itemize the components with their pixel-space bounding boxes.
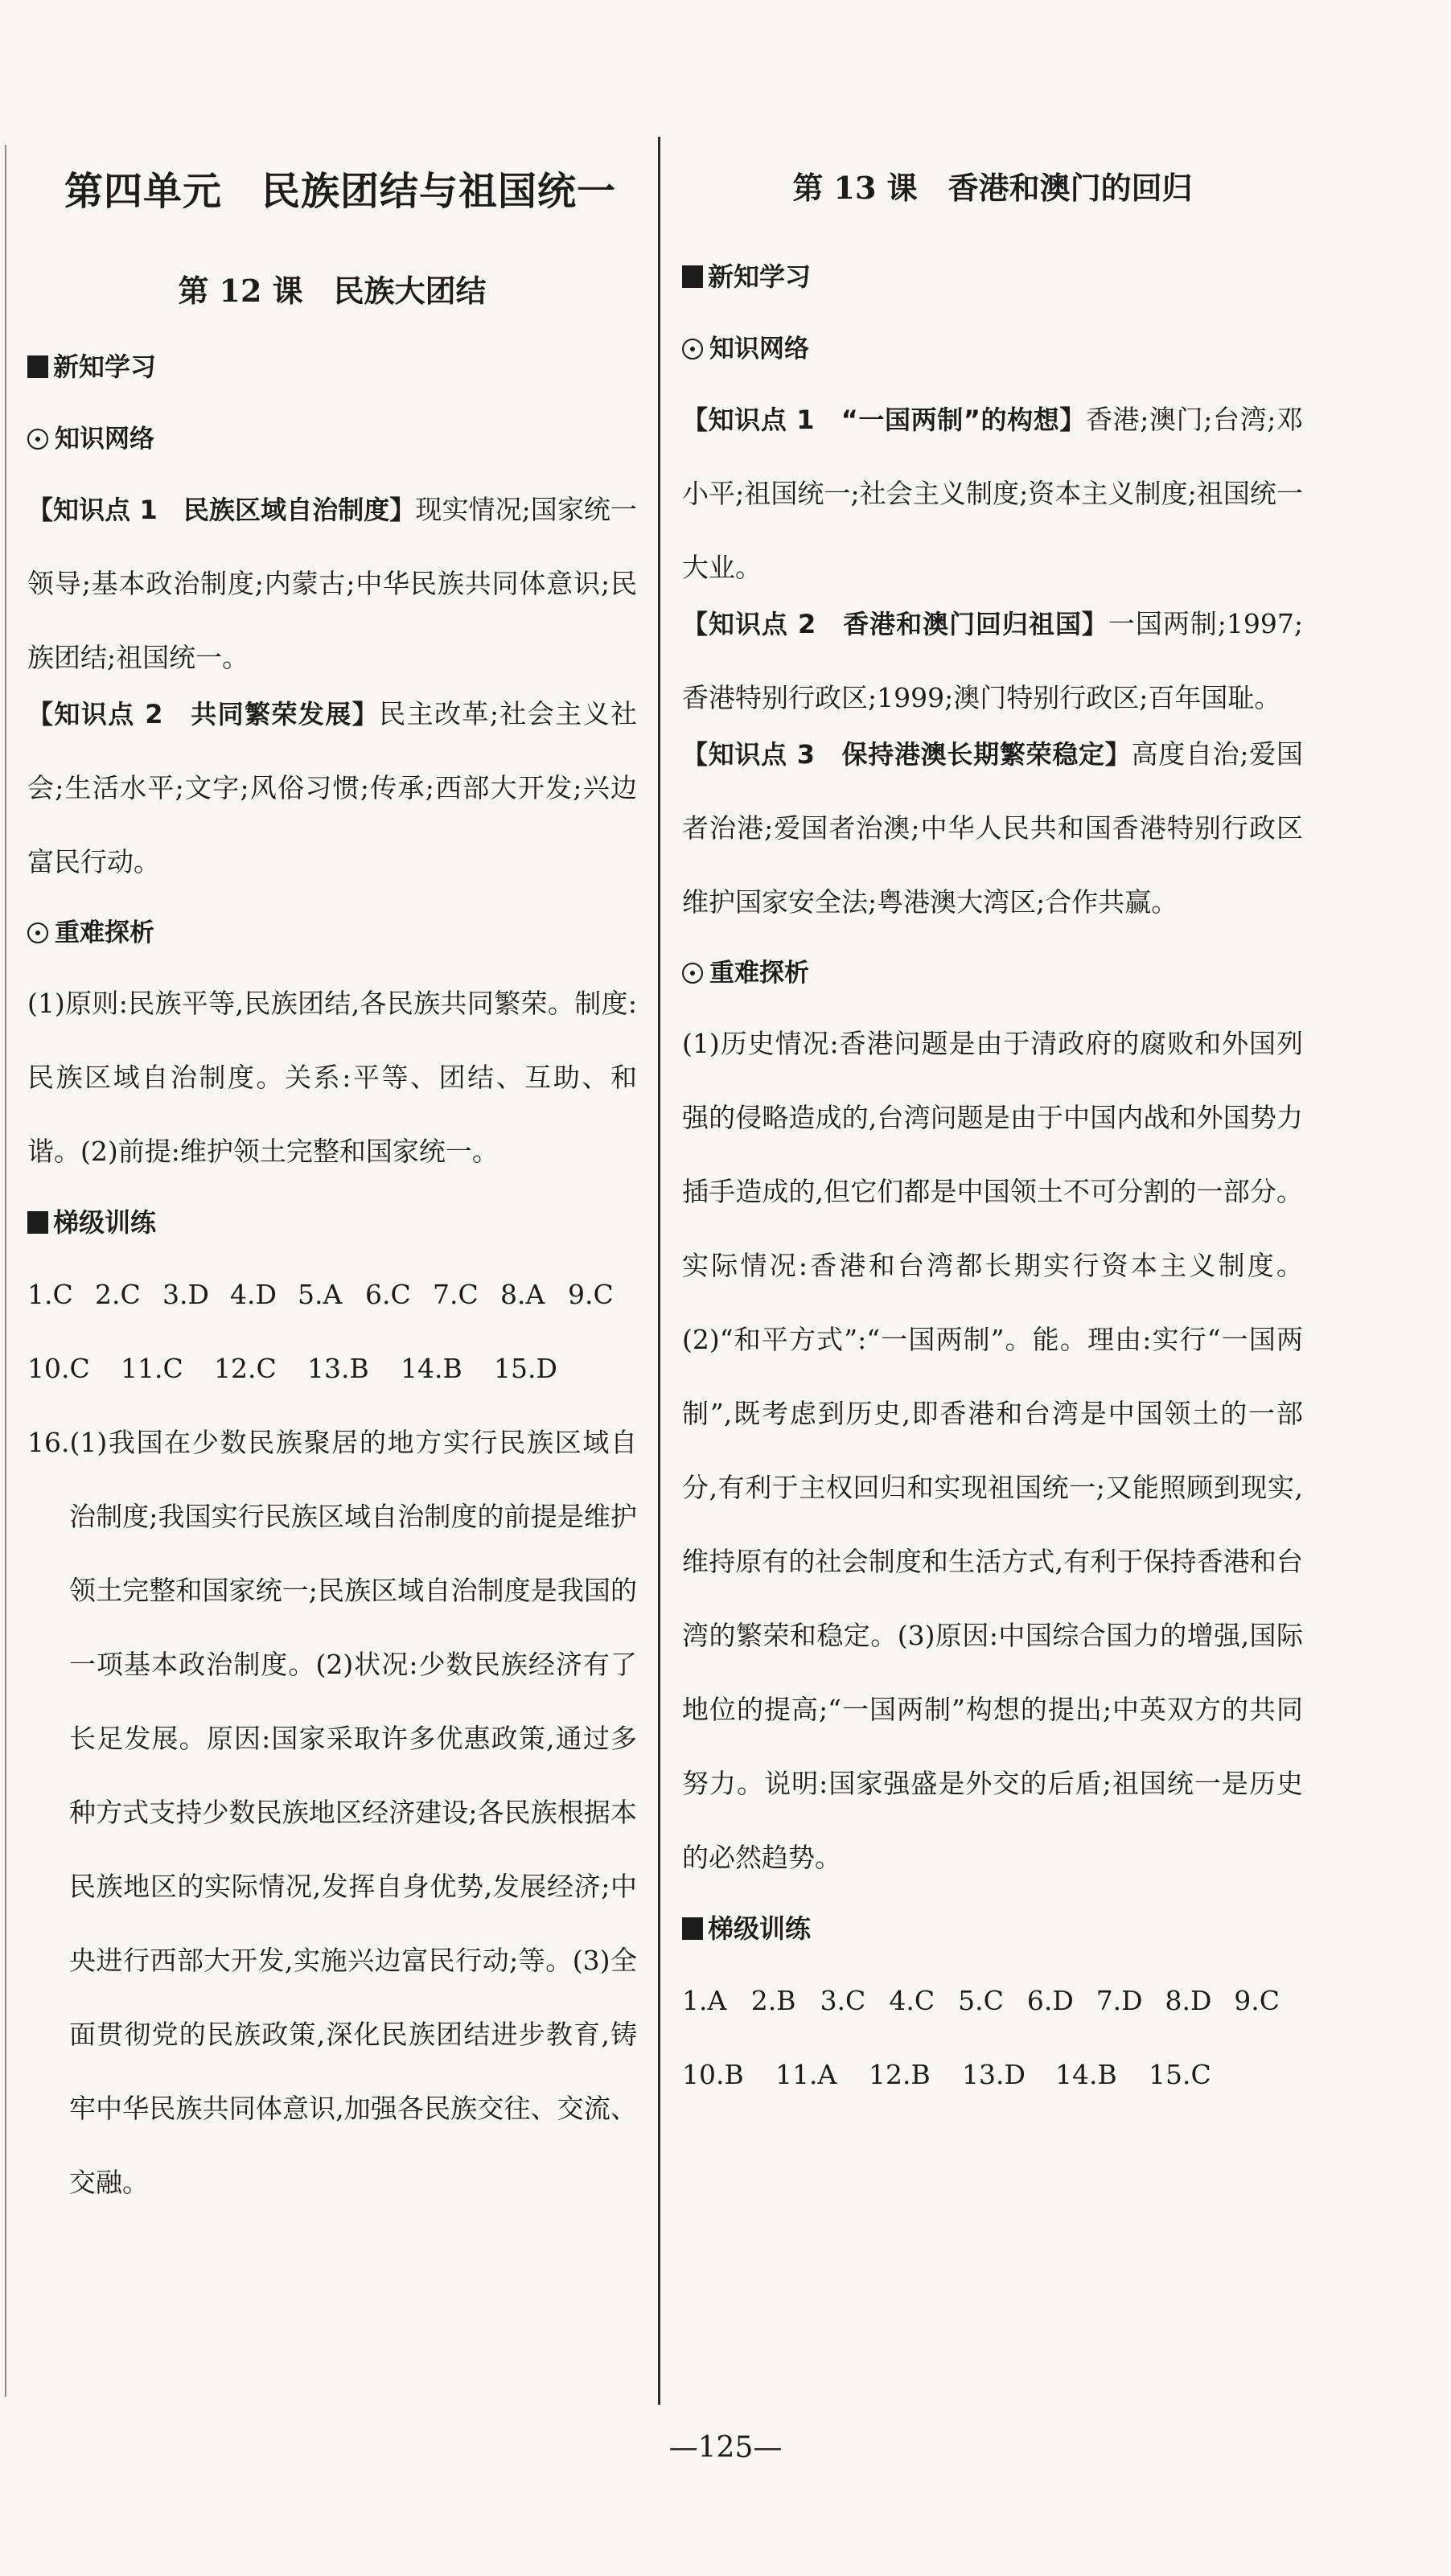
black-square-icon	[27, 1211, 48, 1234]
answer-item: 10.B	[682, 2059, 744, 2090]
lesson-13-title: 第 13 课 香港和澳门的回归	[792, 170, 1193, 206]
subsection-label: 重难探析	[709, 959, 809, 988]
answer-item: 6.D	[1026, 1985, 1074, 2016]
circle-dot-icon	[27, 429, 48, 450]
knowledge-point-text: 高度自治;爱国者治港;爱国者治澳;中华人民共和国香港特别行政区维护国家安全法;粤港澳大湾区;合作共赢。	[682, 738, 1303, 918]
knowledge-point-text: 一国两制;1997;香港特别行政区;1999;澳门特别行政区;百年国耻。	[682, 608, 1303, 713]
difficult-analysis-text: (1)原则:民族平等,民族团结,各民族共同繁荣。制度:民族区域自治制度。关系:平等、团结、互助、和谐。(2)前提:维护领土完整和国家统一。	[27, 988, 637, 1167]
answer-item: 1.A	[682, 1985, 727, 2016]
left-column	[27, 137, 637, 2220]
section-label: 新知学习	[53, 351, 157, 382]
right-column	[682, 137, 1303, 2112]
answer-item: 12.B	[869, 2059, 931, 2090]
knowledge-point-1	[27, 473, 637, 695]
answer-key	[27, 1258, 637, 1406]
knowledge-point-text: 香港;澳门;台湾;邓小平;祖国统一;社会主义制度;资本主义制度;祖国统一大业。	[682, 404, 1303, 583]
unit-title: 第四单元 民族团结与祖国统一	[64, 169, 617, 214]
answer-item: 5.A	[298, 1279, 343, 1310]
circle-dot-icon	[682, 963, 703, 984]
section-label: 梯级训练	[53, 1207, 157, 1238]
answer-item: 7.D	[1095, 1985, 1143, 2016]
answer-item: 10.C	[27, 1353, 90, 1384]
subsection-knowledge-net	[682, 330, 1303, 368]
answer-item: 11.C	[121, 1353, 183, 1384]
answer-item: 8.A	[500, 1279, 545, 1310]
subsection-label: 重难探析	[55, 918, 154, 947]
black-square-icon	[682, 1917, 703, 1940]
answer-item: 12.C	[214, 1353, 277, 1384]
answer-item: 5.C	[958, 1985, 1004, 2016]
knowledge-point-label: 【知识点 1 “一国两制”的构想】	[682, 405, 1087, 435]
knowledge-point-1	[682, 383, 1303, 605]
answer-item: 13.B	[307, 1353, 369, 1384]
answer-item: 15.C	[1149, 2059, 1211, 2090]
answer-row	[27, 1332, 637, 1406]
answer-row	[682, 2038, 1303, 2112]
answer-row	[27, 1258, 637, 1332]
knowledge-point-3	[682, 717, 1303, 939]
knowledge-point-label: 【知识点 2 共同繁荣发展】	[27, 699, 380, 729]
answer-item: 2.C	[95, 1279, 141, 1310]
answer-row	[682, 1964, 1303, 2038]
column-divider	[658, 137, 660, 2405]
section-label: 新知学习	[708, 261, 812, 292]
knowledge-point-2	[27, 677, 637, 899]
black-square-icon	[682, 265, 703, 288]
answer-item: 9.C	[1234, 1985, 1280, 2016]
answer-item: 3.C	[820, 1985, 866, 2016]
section-new-study	[682, 257, 1303, 296]
subsection-label: 知识网络	[55, 425, 154, 454]
answer-item: 11.A	[775, 2059, 837, 2090]
knowledge-point-label: 【知识点 2 香港和澳门回归祖国】	[682, 609, 1108, 639]
subsection-difficult-analysis	[682, 954, 1303, 992]
knowledge-point-text: 民主改革;社会主义社会;生活水平;文字;风俗习惯;传承;西部大开发;兴边富民行动。	[27, 698, 637, 877]
answer-item: 9.C	[568, 1279, 614, 1310]
binding-edge-line	[5, 145, 6, 2397]
answer-item: 4.C	[889, 1985, 935, 2016]
answer-item: 4.D	[230, 1279, 277, 1310]
knowledge-point-label: 【知识点 3 保持港澳长期繁荣稳定】	[682, 739, 1132, 770]
black-square-icon	[27, 355, 48, 378]
answer-item: 3.D	[162, 1279, 209, 1310]
knowledge-point-text: 现实情况;国家统一领导;基本政治制度;内蒙古;中华民族共同体意识;民族团结;祖国统一。	[27, 494, 637, 673]
answer-item: 7.C	[433, 1279, 479, 1310]
answer-item: 1.C	[27, 1279, 73, 1310]
section-ladder-training	[682, 1909, 1303, 1948]
answer-item: 14.B	[401, 1353, 462, 1384]
section-new-study	[27, 347, 637, 386]
question-16-answer: 16.(1)我国在少数民族聚居的地方实行民族区域自治制度;我国实行民族区域自治制度的前提是维护领土完整和国家统一;民族区域自治制度是我国的一项基本政治制度。(2)状况:少数民族经济有了长足发展。原因:国家采取许多优惠政策,通过多种方式支持少数民族地区经济建设;各民族根据本民族地区的实际情况,发挥自身优势,发展经济;中央进行西部大开发,实施兴边富民行动;等。(3)全面贯彻党的民族政策,深化民族团结进步教育,铸牢中华民族共同体意识,加强各民族交往、交流、交融。	[27, 1427, 637, 2198]
knowledge-point-2	[682, 587, 1303, 735]
circle-dot-icon	[27, 922, 48, 943]
section-ladder-training	[27, 1203, 637, 1242]
answer-item: 8.D	[1165, 1985, 1212, 2016]
circle-dot-icon	[682, 339, 703, 359]
subsection-difficult-analysis	[27, 914, 637, 952]
answer-item: 14.B	[1055, 2059, 1117, 2090]
section-label: 梯级训练	[708, 1913, 812, 1944]
knowledge-point-label: 【知识点 1 民族区域自治制度】	[27, 495, 416, 525]
page-number: —125—	[668, 2431, 783, 2464]
answer-item: 15.D	[494, 1353, 557, 1384]
difficult-analysis-text: (1)历史情况:香港问题是由于清政府的腐败和外国列强的侵略造成的,台湾问题是由于中国内战和外国势力插手造成的,但它们都是中国领土不可分割的一部分。实际情况:香港和台湾都长期实行资本主义制度。(2)“和平方式”:“一国两制”。能。理由:实行“一国两制”,既考虑到历史,即香港和台湾是中国领土的一部分,有利于主权回归和实现祖国统一;又能照顾到现实,维持原有的社会制度和生活方式,有利于保持香港和台湾的繁荣和稳定。(3)原因:中国综合国力的增强,国际地位的提高;“一国两制”构想的提出;中英双方的共同努力。说明:国家强盛是外交的后盾;祖国统一是历史的必然趋势。	[682, 1028, 1303, 1873]
answer-item: 6.C	[365, 1279, 411, 1310]
answer-item: 2.B	[750, 1985, 796, 2016]
subsection-knowledge-net	[27, 420, 637, 458]
lesson-12-title: 第 12 课 民族大团结	[178, 273, 487, 309]
answer-key	[682, 1964, 1303, 2112]
subsection-label: 知识网络	[709, 335, 809, 364]
answer-item: 13.D	[962, 2059, 1026, 2090]
